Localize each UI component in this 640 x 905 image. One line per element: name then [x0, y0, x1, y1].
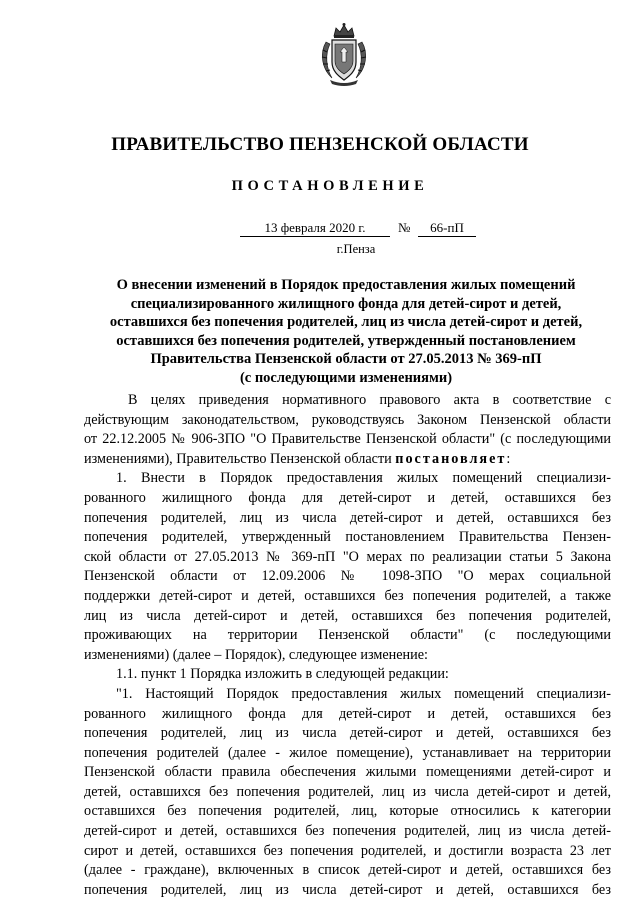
title-line: оставшихся без попечения родителей, утвержденный постановлением [116, 332, 576, 349]
decree-body [84, 391, 611, 900]
title-line: специализированного жилищного фонда для детей-сирот и детей, [130, 295, 562, 312]
body-line: рованного жилищного фонда для детей-сирот и детей, оставшихся без [84, 489, 611, 506]
body-line: сирот и детей, оставшихся без попечения родителей, и достигли возраста 23 лет [84, 842, 611, 859]
body-line: лиц из числа детей-сирот и детей, оставшихся без попечения родителей, [84, 607, 611, 624]
body-line: попечения родителей, утвержденный постановлением Правительства Пензен- [84, 529, 611, 546]
body-line: изменениями) (далее – Порядок), следующее изменение: [84, 646, 428, 663]
body-line: ской области от 27.05.2013 № 369-пП "О мерах по реализации статьи 5 Закона [84, 548, 611, 565]
body-line: проживающих на территории Пензенской области" (с последующими [84, 627, 611, 644]
body-line: попечения родителей, лиц из числа детей-сирот и детей, оставшихся без [84, 509, 611, 526]
body-line: попечения родителей, лиц из числа детей-сирот и детей, оставшихся без [84, 725, 611, 742]
resolves-colon: : [506, 450, 511, 467]
body-line: поддержки детей-сирот и детей, оставшихся без попечения родителей, а также [84, 587, 611, 604]
number-sign: № [398, 220, 411, 235]
body-text: изменениями), Правительство Пензенской области [84, 450, 392, 467]
body-line: (далее - граждане), включенных в список детей-сирот и детей, оставшихся без [84, 862, 611, 879]
body-line: В целях приведения нормативного правового акта в соответствие с [128, 392, 611, 408]
date-number-line [0, 219, 640, 239]
decree-number: 66-пП [418, 219, 476, 237]
body-line: оставшихся без попечения родителей, лиц, которые относились к категории [84, 803, 611, 820]
body-line: Пензенской области от 12.09.2006 № 1098-ЗПО "О мерах социальной [84, 568, 611, 585]
coat-of-arms-emblem [318, 22, 370, 86]
body-line: рованного жилищного фонда для детей-сирот и детей, оставшихся без [84, 705, 611, 722]
title-line: О внесении изменений в Порядок предоставления жилых помещений [116, 277, 576, 293]
body-line: попечения родителей, лиц из числа детей-сирот и детей, оставшихся без [84, 881, 611, 898]
government-name: ПРАВИТЕЛЬСТВО ПЕНЗЕНСКОЙ ОБЛАСТИ [111, 134, 529, 155]
body-line [84, 450, 611, 470]
body-line: Пензенской области правила обеспечения жилыми помещениями детей-сирот и [84, 764, 611, 781]
body-line: детей, оставшихся без попечения родителей, лиц из числа детей-сирот и детей, [84, 783, 611, 800]
body-line: 1. Внести в Порядок предоставления жилых помещений специализи- [116, 470, 611, 487]
decree-title [96, 276, 596, 387]
title-line: Правительства Пензенской области от 27.05.2013 № 369-пП [150, 351, 542, 367]
title-line: (с последующими изменениями) [239, 369, 453, 386]
document-type: ПОСТАНОВЛЕНИЕ [231, 178, 429, 194]
body-line: попечения родителей (далее - жилое помещение), устанавливает на территории [84, 744, 611, 761]
body-line: действующим законодательством, руководствуясь Законом Пензенской области [84, 411, 611, 428]
body-line: 1.1. пункт 1 Порядка изложить в следующей редакции: [116, 666, 449, 683]
body-line: детей-сирот и детей, оставшихся без попечения родителей, лиц из числа детей- [84, 823, 611, 840]
title-line: оставшихся без попечения родителей, лиц из числа детей-сирот и детей, [109, 314, 583, 330]
resolves-word: постановляет [395, 450, 507, 467]
decree-date: 13 февраля 2020 г. [240, 219, 390, 237]
body-line: "1. Настоящий Порядок предоставления жилых помещений специализи- [116, 685, 611, 702]
city: г.Пенза [336, 242, 376, 256]
body-line: от 22.12.2005 № 906-ЗПО "О Правительстве Пензенской области" (с последующими [84, 431, 611, 448]
